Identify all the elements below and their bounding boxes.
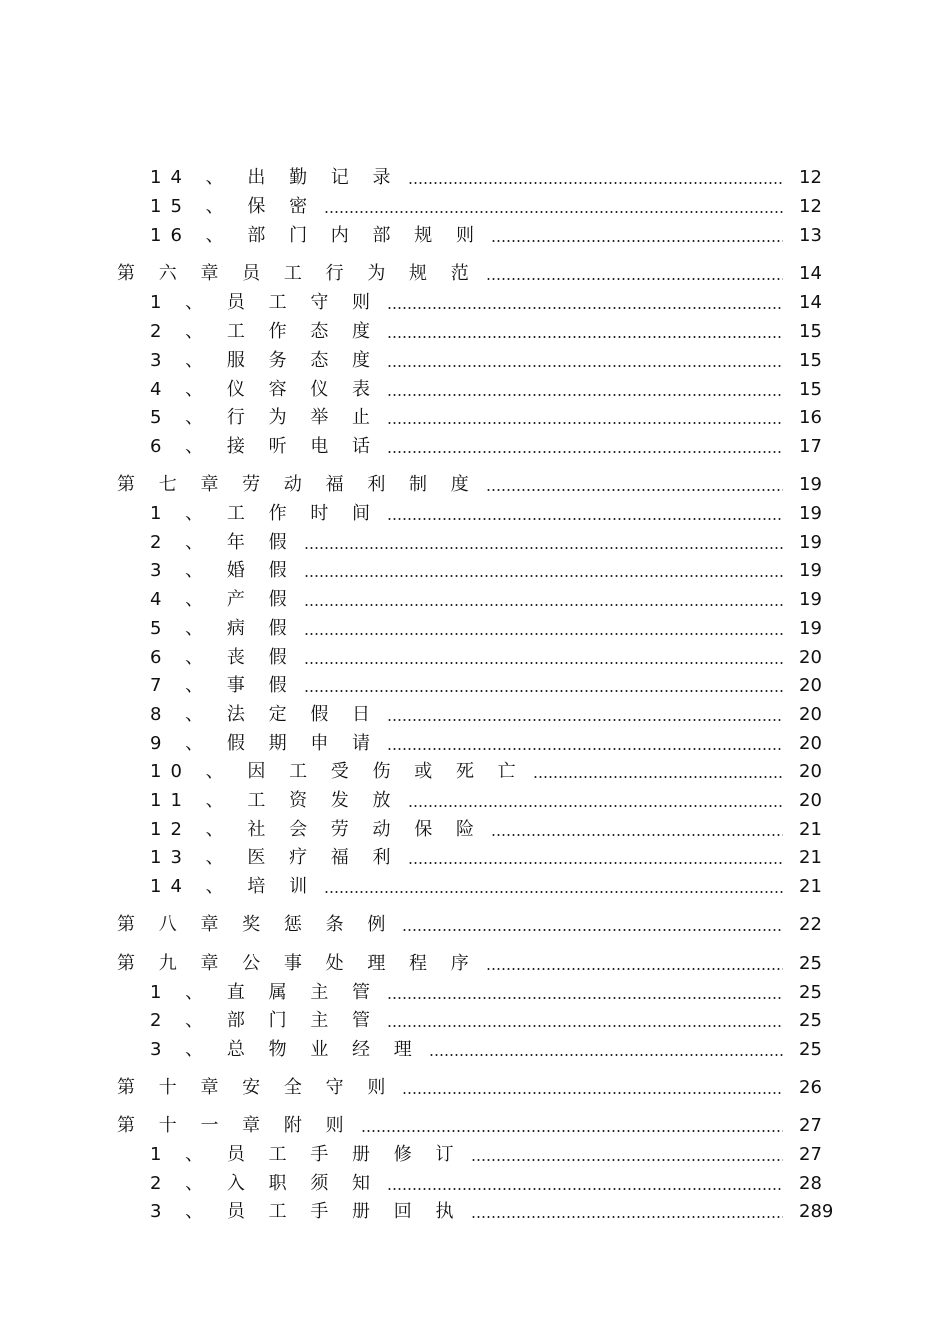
toc-page-number: 27 bbox=[799, 1115, 822, 1136]
toc-entry[interactable] bbox=[150, 434, 833, 460]
toc-entry-label: 14 、 出 勤 记 录 bbox=[150, 167, 400, 188]
toc-leader-dots bbox=[533, 776, 783, 778]
toc-page-number: 20 bbox=[799, 761, 822, 782]
toc-page-number: 12 bbox=[799, 167, 822, 188]
toc-entry-label: 10 、 因 工 受 伤 或 死 亡 bbox=[150, 761, 525, 782]
toc-chapter[interactable] bbox=[117, 1075, 833, 1101]
toc-entry[interactable] bbox=[150, 645, 833, 671]
toc-entry[interactable] bbox=[150, 194, 833, 220]
toc-leader-dots bbox=[304, 662, 783, 664]
toc-page-number: 17 bbox=[799, 436, 822, 457]
toc-entry[interactable] bbox=[150, 788, 833, 814]
toc-leader-dots bbox=[324, 891, 783, 893]
toc-page-number: 25 bbox=[799, 1039, 822, 1060]
toc-entry-label: 第 十 一 章 附 则 bbox=[117, 1115, 353, 1136]
toc-entry[interactable] bbox=[150, 1199, 833, 1225]
toc-page-number: 19 bbox=[799, 532, 822, 553]
toc-page-number: 22 bbox=[799, 914, 822, 935]
toc-leader-dots bbox=[402, 1092, 783, 1094]
toc-entry[interactable] bbox=[150, 673, 833, 699]
toc-entry[interactable] bbox=[150, 980, 833, 1006]
toc-entry-label: 1 、 工 作 时 间 bbox=[150, 503, 380, 524]
toc-leader-dots bbox=[486, 968, 783, 970]
toc-entry[interactable] bbox=[150, 223, 833, 249]
toc-entry[interactable] bbox=[150, 165, 833, 191]
toc-page-number: 21 bbox=[799, 819, 822, 840]
toc-entry-label: 2 、 年 假 bbox=[150, 532, 296, 553]
toc-leader-dots bbox=[486, 489, 783, 491]
toc-page-number: 27 bbox=[799, 1144, 822, 1165]
toc-entry-label: 5 、 行 为 举 止 bbox=[150, 407, 380, 428]
toc-leader-dots bbox=[387, 422, 783, 424]
toc-entry-label: 4 、 仪 容 仪 表 bbox=[150, 379, 380, 400]
toc-leader-dots bbox=[387, 336, 783, 338]
toc-leader-dots bbox=[429, 1054, 783, 1056]
toc-page-number: 20 bbox=[799, 733, 822, 754]
toc-entry[interactable] bbox=[150, 558, 833, 584]
toc-page-number: 26 bbox=[799, 1077, 822, 1098]
toc-leader-dots bbox=[304, 604, 783, 606]
toc-page-number: 19 bbox=[799, 589, 822, 610]
toc-entry-label: 14 、 培 训 bbox=[150, 876, 317, 897]
toc-page-number: 20 bbox=[799, 647, 822, 668]
toc-entry[interactable] bbox=[150, 817, 833, 843]
toc-entry-label: 13 、 医 疗 福 利 bbox=[150, 847, 400, 868]
toc-entry-label: 1 、 直 属 主 管 bbox=[150, 982, 380, 1003]
toc-entry[interactable] bbox=[150, 1142, 833, 1168]
toc-entry-label: 9 、 假 期 申 请 bbox=[150, 733, 380, 754]
toc-entry-label: 2 、 工 作 态 度 bbox=[150, 321, 380, 342]
toc-entry-label: 15 、 保 密 bbox=[150, 196, 317, 217]
toc-page-number: 20 bbox=[799, 790, 822, 811]
toc-entry[interactable] bbox=[150, 874, 833, 900]
toc-page-number: 16 bbox=[799, 407, 822, 428]
toc-leader-dots bbox=[387, 365, 783, 367]
toc-leader-dots bbox=[387, 307, 783, 309]
toc-page-number: 25 bbox=[799, 953, 822, 974]
toc-chapter[interactable] bbox=[117, 912, 833, 938]
toc-entry-label: 16 、 部 门 内 部 规 则 bbox=[150, 225, 483, 246]
toc-entry[interactable] bbox=[150, 501, 833, 527]
toc-entry[interactable] bbox=[150, 377, 833, 403]
toc-leader-dots bbox=[304, 547, 783, 549]
toc-entry-label: 3 、 服 务 态 度 bbox=[150, 350, 380, 371]
toc-chapter[interactable] bbox=[117, 951, 833, 977]
toc-leader-dots bbox=[491, 240, 783, 242]
toc-leader-dots bbox=[324, 211, 783, 213]
toc-page-number: 25 bbox=[799, 1010, 822, 1031]
toc-leader-dots bbox=[408, 805, 783, 807]
toc-leader-dots bbox=[408, 182, 783, 184]
toc-leader-dots bbox=[387, 1188, 783, 1190]
toc-entry-label: 第 十 章 安 全 守 则 bbox=[117, 1077, 395, 1098]
toc-entry-label: 第 九 章 公 事 处 理 程 序 bbox=[117, 953, 478, 974]
toc-entry-label: 6 、 接 听 电 话 bbox=[150, 436, 380, 457]
toc-page-number: 14 bbox=[799, 263, 822, 284]
toc-entry[interactable] bbox=[150, 759, 833, 785]
toc-leader-dots bbox=[471, 1159, 783, 1161]
toc-chapter[interactable] bbox=[117, 472, 833, 498]
toc-page-number: 19 bbox=[799, 618, 822, 639]
toc-leader-dots bbox=[486, 278, 783, 280]
toc-page-number: 15 bbox=[799, 350, 822, 371]
toc-page-number: 15 bbox=[799, 379, 822, 400]
toc-entry[interactable] bbox=[150, 1008, 833, 1034]
toc-page-number: 289 bbox=[799, 1201, 834, 1222]
toc-leader-dots bbox=[304, 575, 783, 577]
toc-entry-label: 7 、 事 假 bbox=[150, 675, 296, 696]
toc-leader-dots bbox=[387, 748, 783, 750]
toc-entry-label: 3 、 总 物 业 经 理 bbox=[150, 1039, 421, 1060]
toc-page-number: 15 bbox=[799, 321, 822, 342]
toc-leader-dots bbox=[387, 997, 783, 999]
toc-entry-label: 4 、 产 假 bbox=[150, 589, 296, 610]
toc-page-number: 25 bbox=[799, 982, 822, 1003]
toc-leader-dots bbox=[471, 1216, 783, 1218]
toc-leader-dots bbox=[402, 929, 783, 931]
toc-entry-label: 2 、 入 职 须 知 bbox=[150, 1173, 380, 1194]
toc-entry-label: 1 、 员 工 手 册 修 订 bbox=[150, 1144, 463, 1165]
toc-entry[interactable] bbox=[150, 1171, 833, 1197]
toc-entry[interactable] bbox=[150, 1037, 833, 1063]
toc-leader-dots bbox=[387, 719, 783, 721]
toc-entry-label: 11 、 工 资 发 放 bbox=[150, 790, 400, 811]
toc-entry-label: 2 、 部 门 主 管 bbox=[150, 1010, 380, 1031]
toc-page-number: 19 bbox=[799, 503, 822, 524]
toc-entry[interactable] bbox=[150, 290, 833, 316]
toc-entry-label: 第 六 章 员 工 行 为 规 范 bbox=[117, 263, 478, 284]
toc-page-number: 21 bbox=[799, 876, 822, 897]
toc-entry-label: 3 、 婚 假 bbox=[150, 560, 296, 581]
toc-page-number: 12 bbox=[799, 196, 822, 217]
toc-entry-label: 12 、 社 会 劳 动 保 险 bbox=[150, 819, 483, 840]
toc-entry[interactable] bbox=[150, 845, 833, 871]
toc-leader-dots bbox=[491, 834, 783, 836]
toc-entry-label: 5 、 病 假 bbox=[150, 618, 296, 639]
toc-entry-label: 第 八 章 奖 惩 条 例 bbox=[117, 914, 395, 935]
toc-leader-dots bbox=[387, 394, 783, 396]
toc-leader-dots bbox=[408, 862, 783, 864]
toc-page-number: 19 bbox=[799, 560, 822, 581]
toc-chapter[interactable] bbox=[117, 261, 833, 287]
toc-page-number: 21 bbox=[799, 847, 822, 868]
toc-entry-label: 6 、 丧 假 bbox=[150, 647, 296, 668]
toc-entry-label: 1 、 员 工 守 则 bbox=[150, 292, 380, 313]
toc-entry[interactable] bbox=[150, 348, 833, 374]
toc-leader-dots bbox=[387, 1025, 783, 1027]
toc-entry[interactable] bbox=[150, 587, 833, 613]
toc-chapter[interactable] bbox=[117, 1113, 833, 1139]
toc-entry-label: 第 七 章 劳 动 福 利 制 度 bbox=[117, 474, 478, 495]
toc-leader-dots bbox=[387, 451, 783, 453]
toc-entry-label: 8 、 法 定 假 日 bbox=[150, 704, 380, 725]
toc-entry[interactable] bbox=[150, 702, 833, 728]
toc-page-number: 20 bbox=[799, 704, 822, 725]
toc-page-number: 28 bbox=[799, 1173, 822, 1194]
toc-entry[interactable] bbox=[150, 319, 833, 345]
toc-leader-dots bbox=[387, 518, 783, 520]
toc-entry[interactable] bbox=[150, 616, 833, 642]
toc-leader-dots bbox=[304, 690, 783, 692]
toc-entry[interactable] bbox=[150, 405, 833, 431]
toc-page-number: 14 bbox=[799, 292, 822, 313]
toc-page-number: 20 bbox=[799, 675, 822, 696]
toc-leader-dots bbox=[304, 633, 783, 635]
toc-entry-label: 3 、 员 工 手 册 回 执 bbox=[150, 1201, 463, 1222]
toc-page-number: 19 bbox=[799, 474, 822, 495]
toc-entry[interactable] bbox=[150, 731, 833, 757]
toc-entry[interactable] bbox=[150, 530, 833, 556]
toc-leader-dots bbox=[361, 1130, 783, 1132]
toc-page-number: 13 bbox=[799, 225, 822, 246]
